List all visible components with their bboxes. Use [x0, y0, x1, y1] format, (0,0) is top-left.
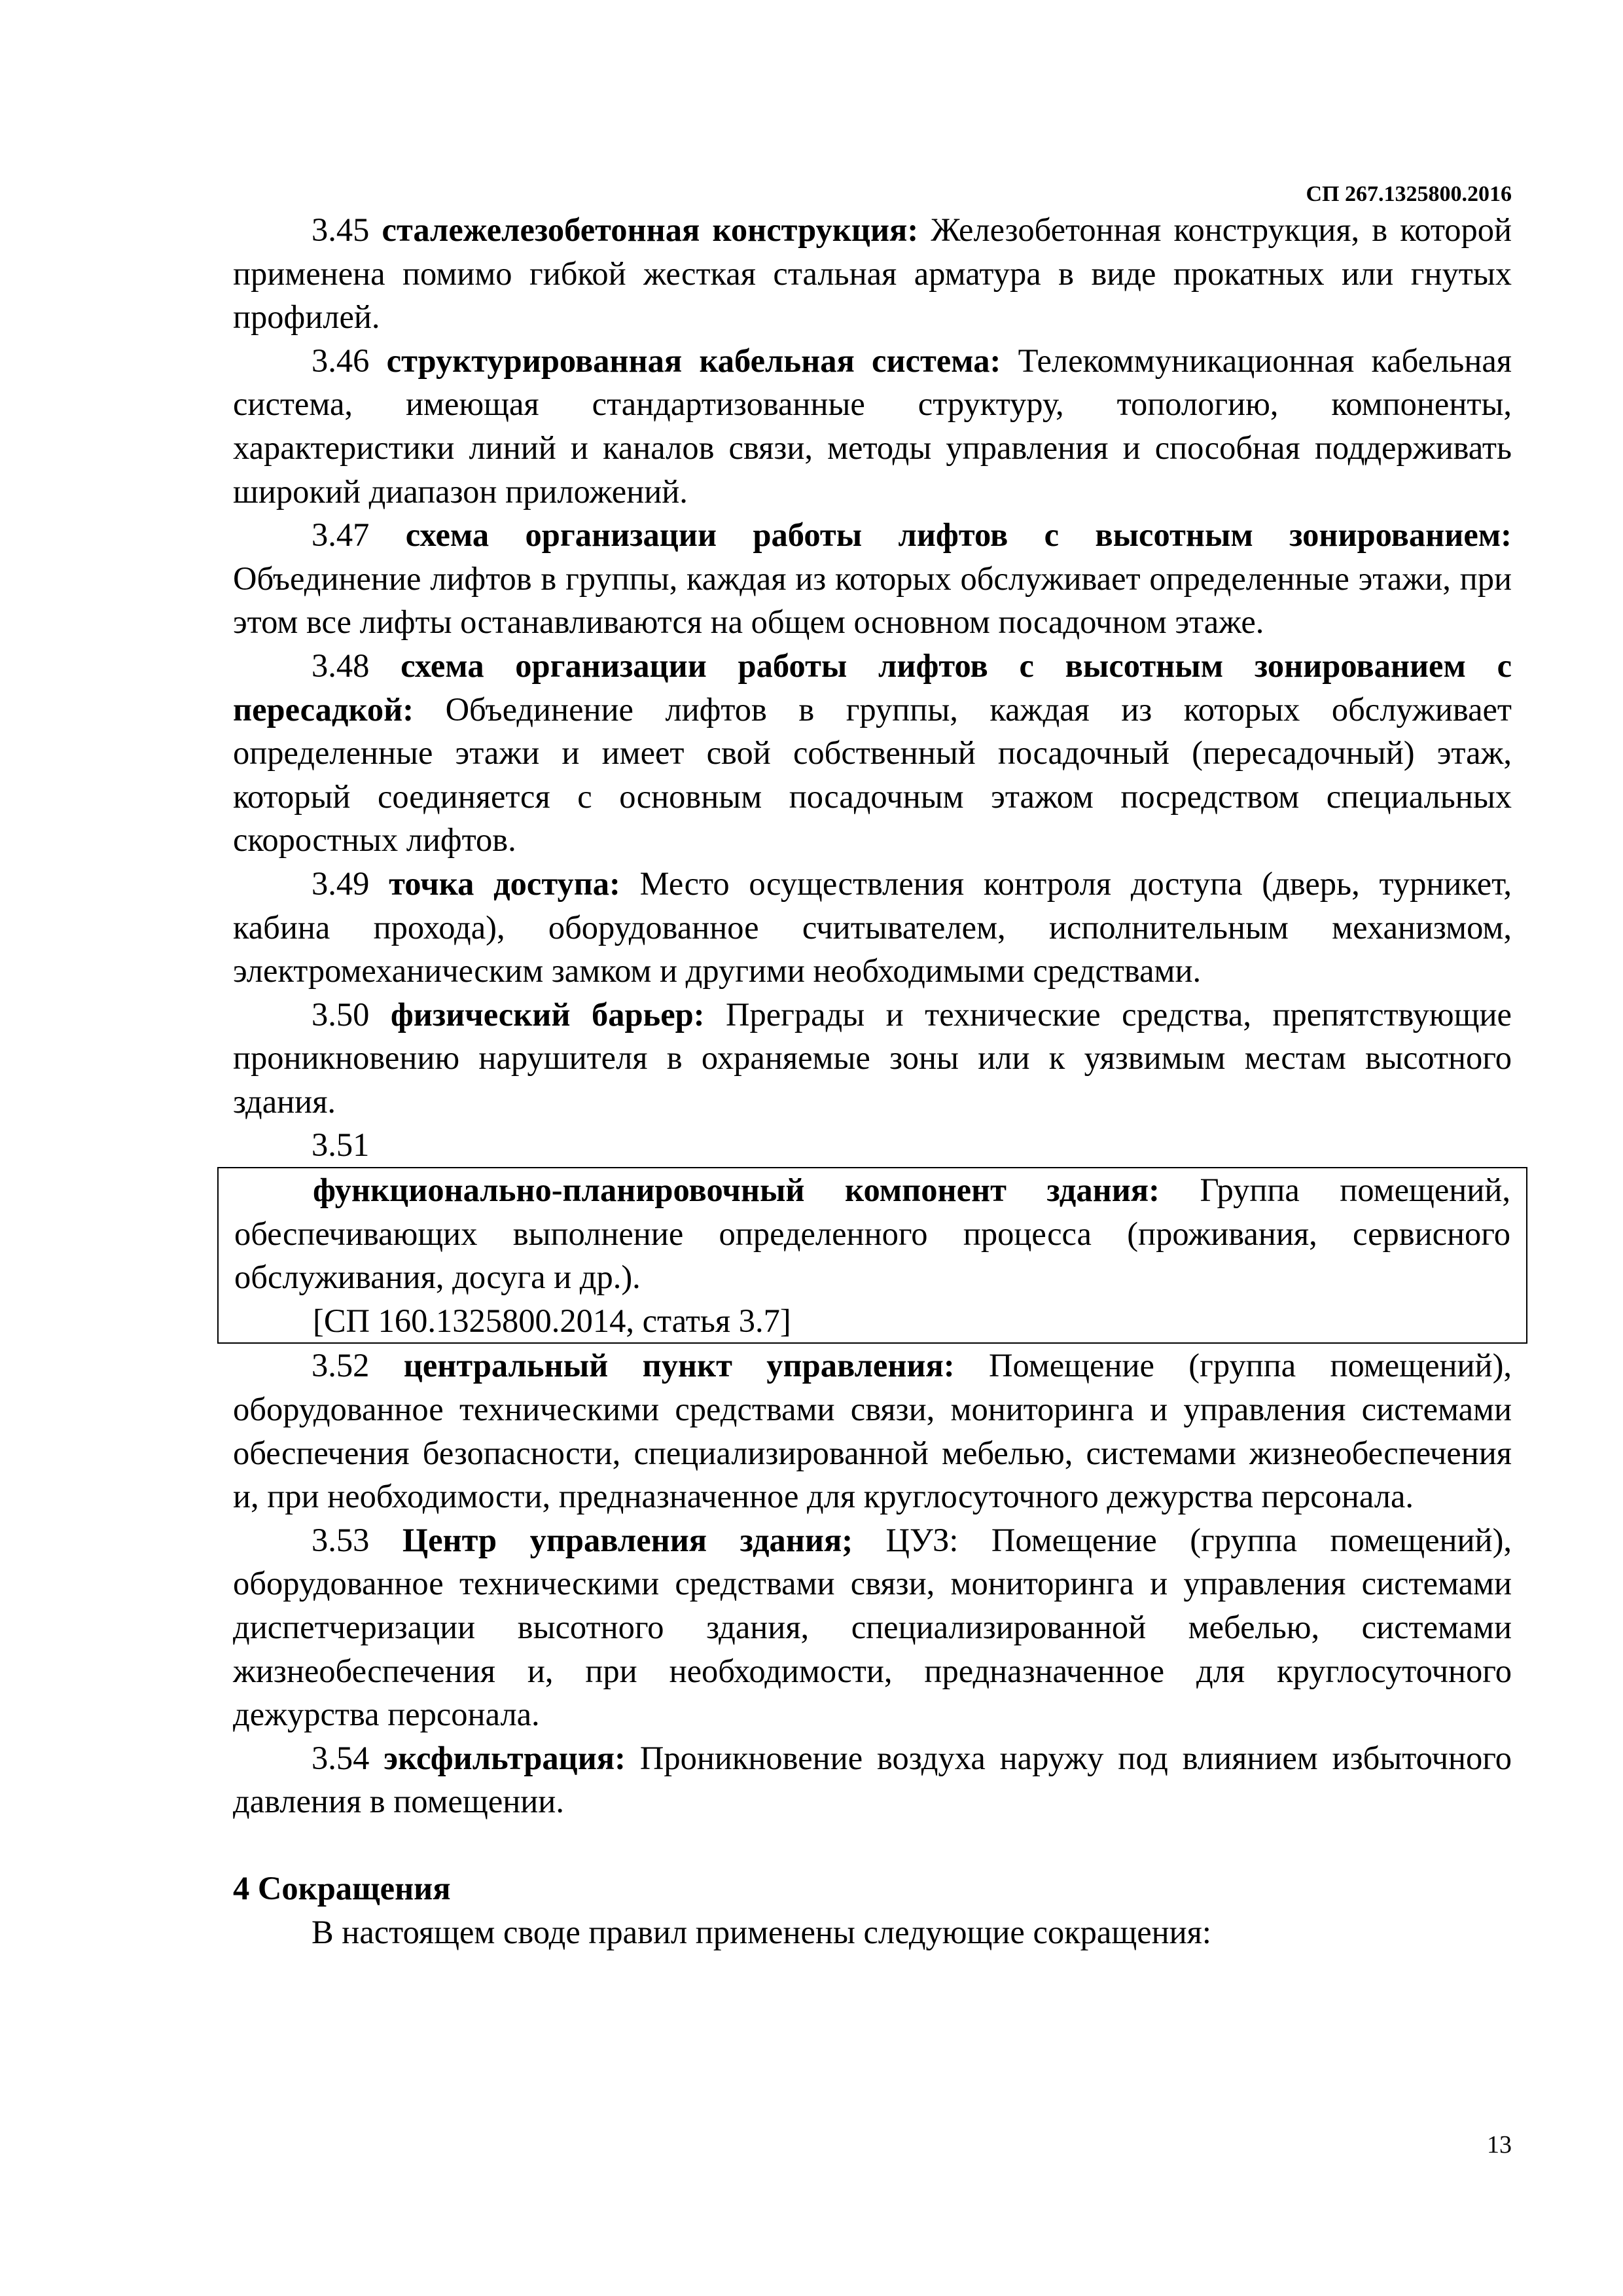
- term-title: функционально-планировочный компонент здания:: [313, 1172, 1160, 1209]
- term-title: центральный пункт управления:: [403, 1347, 955, 1384]
- term-abbreviation: ЦУЗ:: [885, 1521, 959, 1558]
- term-definition: Место осуществления контроля доступа (дверь, турникет, кабина прохода), оборудованное считывателем, исполнительным механизмом, электромеханическим замком и другими необходимыми средствами.: [233, 865, 1512, 990]
- term-number: 3.48: [312, 647, 370, 684]
- term-definition: Проникновение воздуха наружу под влиянием избыточного давления в помещении.: [233, 1739, 1512, 1820]
- term-3-47: [233, 513, 1512, 644]
- term-definition: Объединение лифтов в группы, каждая из которых обслуживает определенные этажи и имеет свой собственный посадочный (пересадочный) этаж, который соединяется с основным посадочным этажом посредством специальных скоростных лифтов.: [233, 691, 1512, 859]
- term-definition: Преграды и технические средства, препятствующие проникновению нарушителя в охраняемые зоны или к уязвимым местам высотного здания.: [233, 996, 1512, 1120]
- term-title: схема организации работы лифтов с высотным зонированием:: [405, 516, 1512, 554]
- term-3-48: [233, 644, 1512, 862]
- term-definition: Железобетонная конструкция, в которой применена помимо гибкой жесткая стальная арматура в виде прокатных или гнутых профилей.: [233, 211, 1512, 336]
- term-title: Центр управления здания;: [402, 1521, 853, 1558]
- term-definition: Помещение (группа помещений), оборудованное техническими средствами связи, мониторинга и управления системами диспетчеризации высотного здания, специализированной мебелью, системами жизнеобеспечения и, при необходимости, предназначенное для круглосуточного дежурства персонала.: [233, 1521, 1512, 1733]
- section-intro: В настоящем своде правил применены следующие сокращения:: [312, 1913, 1211, 1950]
- term-3-53: [233, 1518, 1512, 1736]
- term-definition: Группа помещений, обеспечивающих выполнение определенного процесса (проживания, сервисного обслуживания, досуга и др.).: [234, 1172, 1510, 1296]
- term-3-51: [234, 1168, 1510, 1299]
- term-title: эксфильтрация:: [383, 1739, 626, 1776]
- term-3-50: [233, 993, 1512, 1124]
- document-code: СП 267.1325800.2016: [1306, 182, 1512, 206]
- term-title: точка доступа:: [389, 865, 620, 902]
- term-number: 3.49: [312, 865, 370, 902]
- term-number: 3.51: [312, 1126, 370, 1164]
- term-number: 3.45: [312, 211, 370, 248]
- page-number: 13: [1487, 2131, 1512, 2159]
- quoted-term-box: [217, 1167, 1527, 1344]
- term-title: схема организации работы лифтов с высотным зонированием с пересадкой:: [233, 647, 1512, 728]
- term-3-45: [233, 208, 1512, 339]
- term-number: 3.46: [312, 342, 370, 379]
- term-title: сталежелезобетонная конструкция:: [382, 211, 919, 248]
- term-title: структурированная кабельная система:: [386, 342, 1001, 379]
- term-definition: Помещение (группа помещений), оборудованное техническими средствами связи, мониторинга и управления системами обеспечения безопасности, специализированной мебелью, системами жизнеобеспечения и, при необходимости, предназначенное для круглосуточного дежурства персонала.: [233, 1347, 1512, 1515]
- section-heading: 4 Сокращения: [233, 1869, 451, 1907]
- term-reference: [СП 160.1325800.2014, статья 3.7]: [313, 1302, 791, 1339]
- term-number: 3.54: [312, 1739, 370, 1776]
- term-number: 3.47: [312, 516, 370, 554]
- term-3-52: [233, 1344, 1512, 1518]
- page-content: [233, 208, 1512, 1954]
- term-number: 3.52: [312, 1347, 370, 1384]
- term-3-54: [233, 1736, 1512, 1823]
- term-title: физический барьер:: [390, 996, 705, 1033]
- term-number: 3.50: [312, 996, 370, 1033]
- term-definition: Объединение лифтов в группы, каждая из которых обслуживает определенные этажи, при этом все лифты останавливаются на общем основном посадочном этаже.: [233, 560, 1512, 641]
- term-definition: Телекоммуникационная кабельная система, имеющая стандартизованные структуру, топологию, компоненты, характеристики линий и каналов связи, методы управления и способная поддерживать широкий диапазон приложений.: [233, 342, 1512, 510]
- term-number: 3.53: [312, 1521, 370, 1558]
- term-3-49: [233, 862, 1512, 993]
- term-3-46: [233, 339, 1512, 513]
- term-3-51-number: [233, 1123, 1512, 1167]
